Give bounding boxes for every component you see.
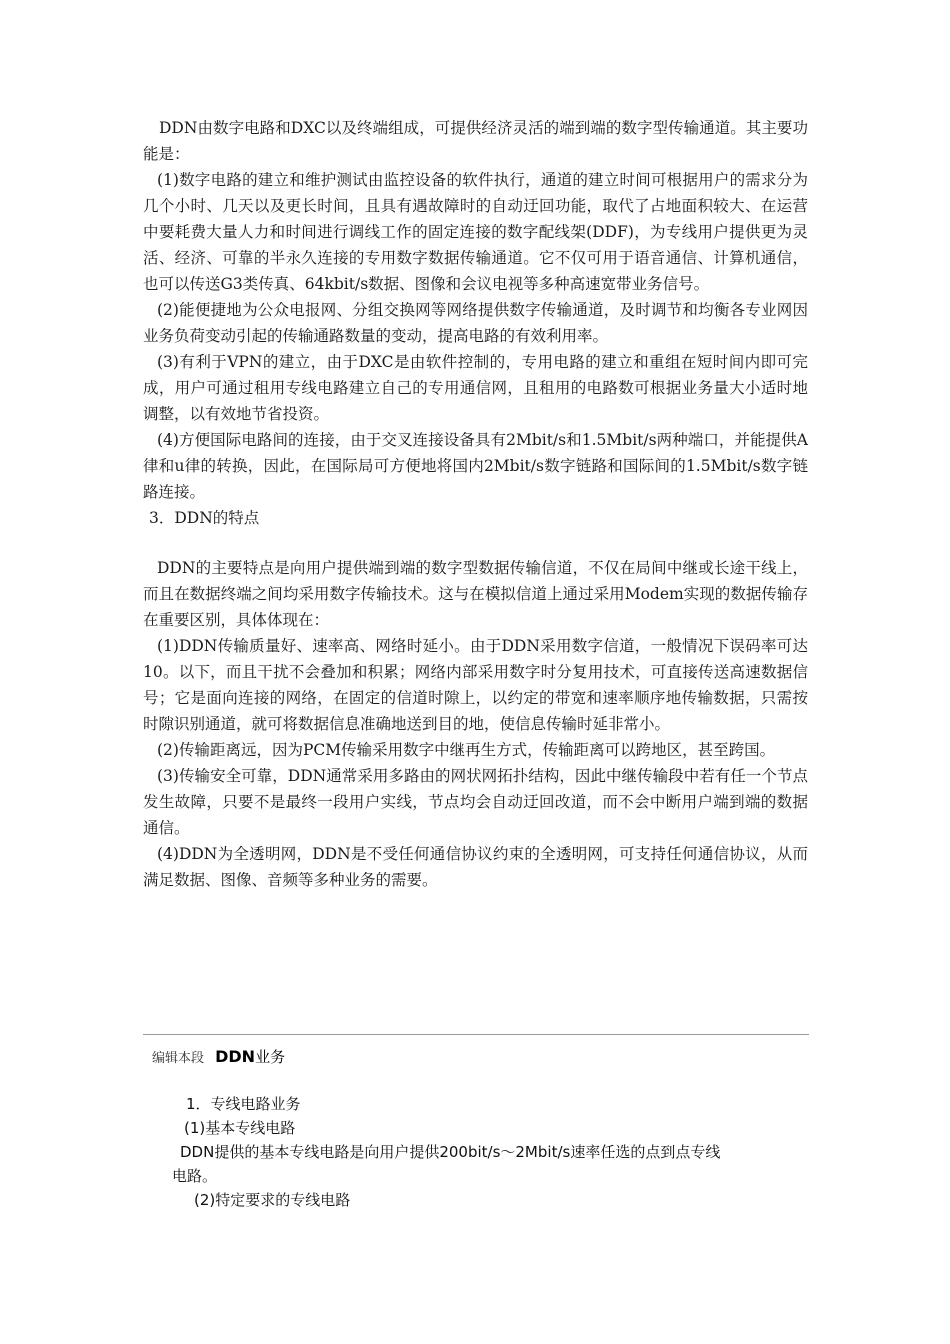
section-title: DDN [215,1047,256,1066]
section-title-suffix: 业务 [255,1048,286,1066]
section-divider [143,1034,809,1035]
feature-item-2: (2)传输距离远，因为PCM传输采用数字中继再生方式，传输距离可以跨地区，甚至跨国。 [157,741,776,759]
features-intro-paragraph: DDN的主要特点是向用户提供端到端的数字型数据传输信道，不仅在局间中继或长途干线上，而且在数据终端之间均采用数字传输技术。这与在模拟信道上通过采用Modem实现的数据传输存在重要区别，具体体现在： [143,559,808,629]
business-section [172,1092,792,1212]
feature-item-1: (1)DDN传输质量好、速率高、网络时延小。由于DDN采用数字信道，一般情况下误码率可达10。以下，而且干扰不会叠加和积累；网络内部采用数字时分复用技术，可直接传送高速数据信号；它是面向连接的网络，在固定的信道时隙上，以约定的带宽和速率顺序地传输数据，只需按时隙识别通道，就可将数据信息准确地送到目的地，使信息传输时延非常小。 [143,637,808,733]
feature-item-4: (4)DDN为全透明网，DDN是不受任何通信协议约束的全透明网，可支持任何通信协议，从而满足数据、图像、音频等多种业务的需要。 [143,845,808,889]
document-body [143,115,808,893]
function-item-2: (2)能便捷地为公众电报网、分组交换网等网络提供数字传输通道，及时调节和均衡各专业网因业务负荷变动引起的传输通路数量的变动，提高电路的有效利用率。 [143,301,808,345]
section-heading-features: 3．DDN的特点 [149,509,260,527]
edit-section-header [152,1046,285,1067]
business-text-line: 电路。 [172,1167,218,1185]
business-text-line: DDN提供的基本专线电路是向用户提供200bit/s～2Mbit/s速率任选的点到点专线 [180,1143,721,1161]
business-heading: 1．专线电路业务 [186,1095,301,1113]
intro-paragraph: DDN由数字电路和DXC以及终端组成，可提供经济灵活的端到端的数字型传输通道。其主要功能是： [143,119,808,163]
edit-section-link[interactable]: 编辑本段 [152,1051,205,1066]
business-subheading-special: (2)特定要求的专线电路 [194,1191,351,1209]
function-item-1: (1)数字电路的建立和维护测试由监控设备的软件执行，通道的建立时间可根据用户的需求分为几个小时、几天以及更长时间，且具有遇故障时的自动迂回功能，取代了占地面积较大、在运营中要耗费大量人力和时间进行调线工作的固定连接的数字配线架(DDF)，为专线用户提供更为灵活、经济、可靠的半永久连接的专用数字数据传输通道。它不仅可用于语音通信、计算机通信，也可以传送G3类传真、64kbit/s数据、图像和会议电视等多种高速宽带业务信号。 [143,171,808,293]
feature-item-3: (3)传输安全可靠，DDN通常采用多路由的网状网拓扑结构，因此中继传输段中若有任一个节点发生故障，只要不是最终一段用户实线，节点均会自动迂回改道，而不会中断用户端到端的数据通信。 [143,767,808,837]
function-item-3: (3)有利于VPN的建立，由于DXC是由软件控制的，专用电路的建立和重组在短时间内即可完成，用户可通过租用专线电路建立自己的专用通信网，且租用的电路数可根据业务量大小适时地调整，以有效地节省投资。 [143,353,808,423]
function-item-4: (4)方便国际电路间的连接，由于交叉连接设备具有2Mbit/s和1.5Mbit/s两种端口，并能提供A律和u律的转换，因此，在国际局可方便地将国内2Mbit/s数字链路和国际间的1.5Mbit/s数字链路连接。 [143,431,808,501]
business-subheading-basic: (1)基本专线电路 [184,1119,296,1137]
